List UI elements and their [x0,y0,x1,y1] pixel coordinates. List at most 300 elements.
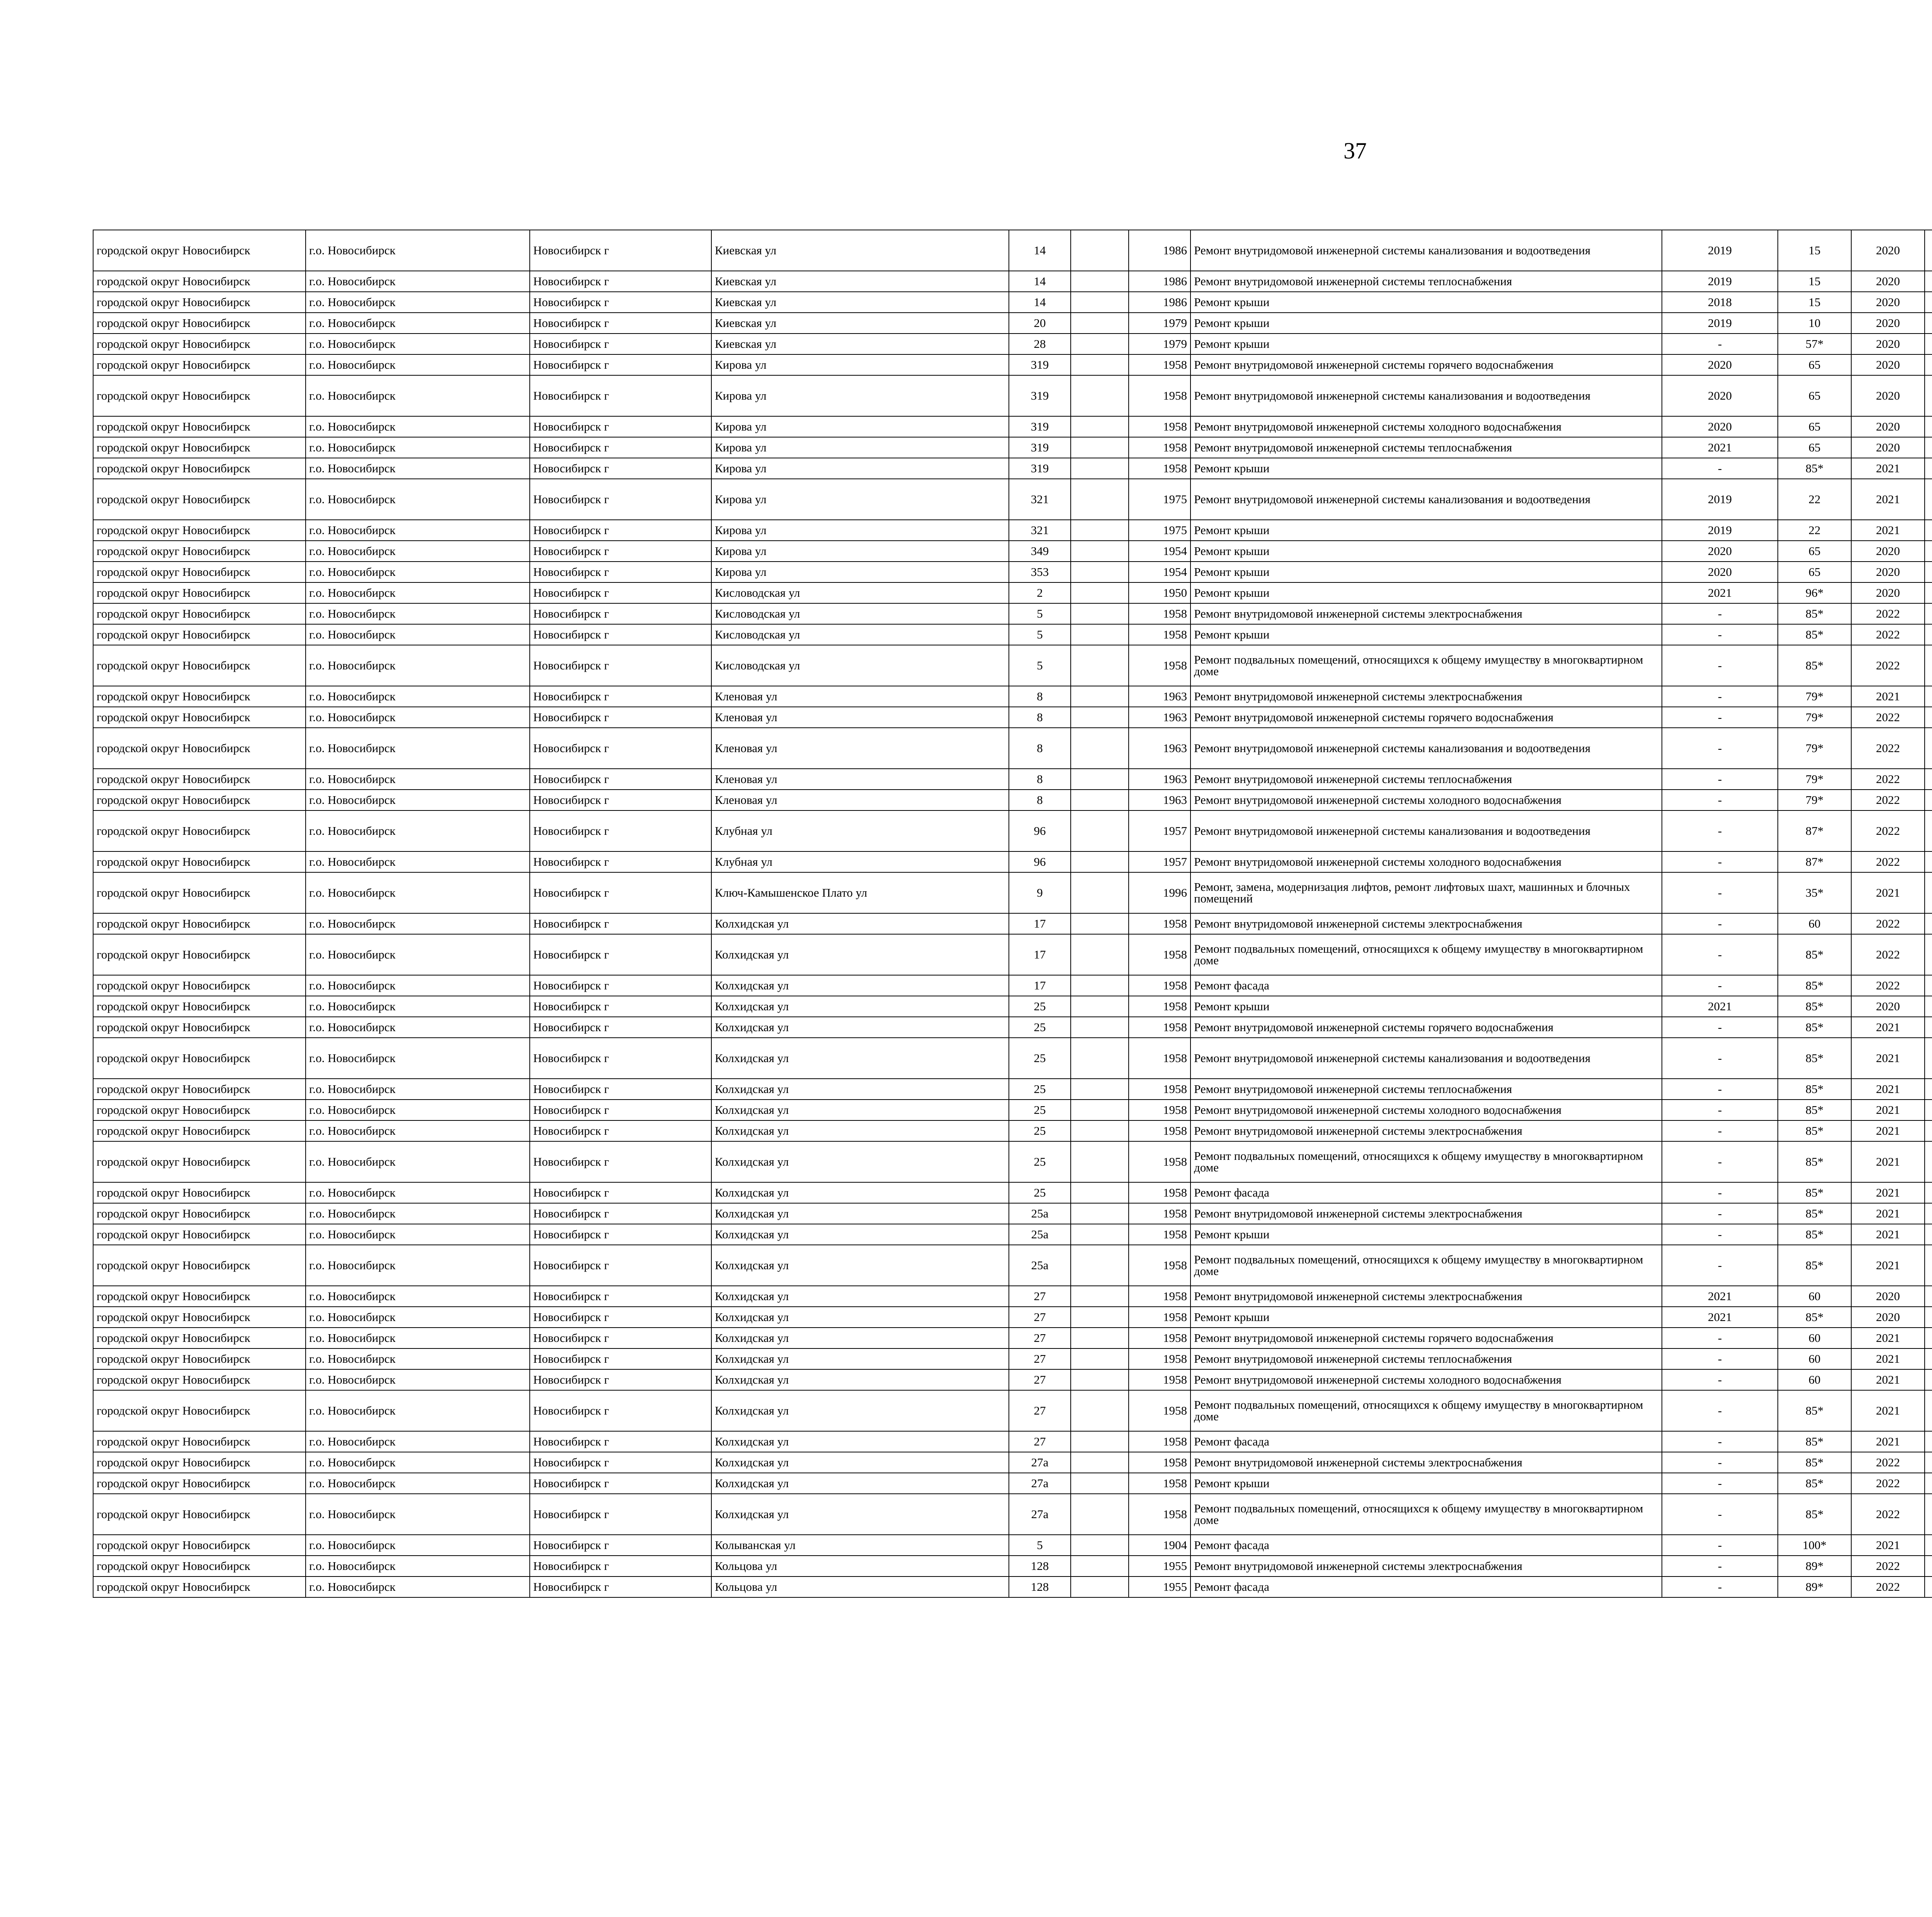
cell-work-type: Ремонт внутридомовой инженерной системы горячего водоснабжения [1190,354,1662,375]
cell-end-year [1925,728,1932,769]
cell-end-year [1925,479,1932,520]
cell-wear-percent: 15 [1778,271,1851,292]
cell-street: Колхидская ул [711,1348,1009,1369]
cell-house-number: 8 [1009,707,1071,728]
cell-planned-year: - [1662,810,1778,851]
cell-work-type: Ремонт внутридомовой инженерной системы теплоснабжения [1190,271,1662,292]
table-row [93,582,1932,603]
page-number: 37 [1344,138,1367,163]
cell-district: г.о. Новосибирск [306,996,530,1017]
cell-house-number: 14 [1009,292,1071,313]
cell-building [1071,975,1129,996]
cell-building [1071,375,1129,416]
cell-start-year: 2020 [1851,1286,1925,1307]
cell-work-type: Ремонт крыши [1190,624,1662,645]
cell-work-type: Ремонт фасада [1190,1182,1662,1203]
cell-work-type: Ремонт внутридомовой инженерной системы горячего водоснабжения [1190,1328,1662,1348]
table-row [93,934,1932,975]
cell-build-year: 1958 [1129,1079,1190,1100]
cell-planned-year: 2019 [1662,479,1778,520]
cell-settlement: Новосибирск г [530,996,711,1017]
cell-planned-year: - [1662,1577,1778,1597]
table-row [93,541,1932,562]
cell-district: г.о. Новосибирск [306,541,530,562]
cell-end-year [1925,1038,1932,1079]
cell-start-year: 2020 [1851,996,1925,1017]
cell-end-year [1925,1286,1932,1307]
cell-start-year: 2021 [1851,1182,1925,1203]
cell-planned-year: - [1662,1494,1778,1535]
cell-district: г.о. Новосибирск [306,1369,530,1390]
cell-planned-year: - [1662,1473,1778,1494]
cell-wear-percent: 85* [1778,645,1851,686]
cell-district: г.о. Новосибирск [306,271,530,292]
cell-start-year: 2022 [1851,769,1925,790]
table-row [93,230,1932,271]
cell-street: Кольцова ул [711,1556,1009,1577]
table-row [93,1369,1932,1390]
cell-end-year [1925,1224,1932,1245]
cell-district: г.о. Новосибирск [306,1182,530,1203]
cell-municipality: городской округ Новосибирск [93,1348,306,1369]
cell-house-number: 27 [1009,1390,1071,1431]
cell-planned-year: - [1662,934,1778,975]
cell-end-year [1925,1182,1932,1203]
cell-street: Колхидская ул [711,1431,1009,1452]
cell-building [1071,1577,1129,1597]
cell-municipality: городской округ Новосибирск [93,1182,306,1203]
cell-building [1071,1100,1129,1120]
table-row [93,1473,1932,1494]
cell-building [1071,1203,1129,1224]
cell-work-type: Ремонт внутридомовой инженерной системы электроснабжения [1190,603,1662,624]
cell-house-number: 128 [1009,1577,1071,1597]
cell-wear-percent: 85* [1778,1307,1851,1328]
cell-building [1071,1473,1129,1494]
cell-district: г.о. Новосибирск [306,728,530,769]
cell-work-type: Ремонт внутридомовой инженерной системы электроснабжения [1190,1286,1662,1307]
table-row [93,271,1932,292]
cell-planned-year: 2019 [1662,520,1778,541]
cell-building [1071,1245,1129,1286]
table-row [93,707,1932,728]
cell-wear-percent: 85* [1778,975,1851,996]
cell-building [1071,1286,1129,1307]
cell-municipality: городской округ Новосибирск [93,375,306,416]
cell-planned-year: - [1662,1431,1778,1452]
cell-municipality: городской округ Новосибирск [93,1141,306,1182]
cell-settlement: Новосибирск г [530,913,711,934]
cell-wear-percent: 79* [1778,769,1851,790]
cell-work-type: Ремонт внутридомовой инженерной системы горячего водоснабжения [1190,1017,1662,1038]
cell-building [1071,1224,1129,1245]
table-row [93,1245,1932,1286]
cell-municipality: городской округ Новосибирск [93,1369,306,1390]
cell-work-type: Ремонт внутридомовой инженерной системы канализования и водоотведения [1190,375,1662,416]
cell-work-type: Ремонт крыши [1190,582,1662,603]
cell-settlement: Новосибирск г [530,810,711,851]
cell-street: Кисловодская ул [711,645,1009,686]
cell-district: г.о. Новосибирск [306,1203,530,1224]
cell-start-year: 2021 [1851,1535,1925,1556]
table-row [93,313,1932,334]
cell-wear-percent: 57* [1778,334,1851,354]
cell-street: Колхидская ул [711,1328,1009,1348]
cell-building [1071,1182,1129,1203]
cell-start-year: 2022 [1851,790,1925,810]
cell-wear-percent: 65 [1778,375,1851,416]
cell-street: Киевская ул [711,271,1009,292]
table-row [93,416,1932,437]
cell-build-year: 1958 [1129,603,1190,624]
cell-settlement: Новосибирск г [530,1286,711,1307]
cell-work-type: Ремонт внутридомовой инженерной системы холодного водоснабжения [1190,790,1662,810]
cell-district: г.о. Новосибирск [306,479,530,520]
cell-house-number: 28 [1009,334,1071,354]
cell-build-year: 1986 [1129,271,1190,292]
cell-wear-percent: 35* [1778,872,1851,913]
cell-settlement: Новосибирск г [530,582,711,603]
cell-planned-year: - [1662,872,1778,913]
cell-build-year: 1957 [1129,810,1190,851]
cell-work-type: Ремонт подвальных помещений, относящихся к общему имуществу в многоквартирном доме [1190,1390,1662,1431]
cell-end-year [1925,437,1932,458]
cell-settlement: Новосибирск г [530,230,711,271]
cell-settlement: Новосибирск г [530,1369,711,1390]
cell-district: г.о. Новосибирск [306,707,530,728]
cell-end-year [1925,1120,1932,1141]
cell-start-year: 2022 [1851,1473,1925,1494]
cell-street: Ключ-Камышенское Плато ул [711,872,1009,913]
cell-start-year: 2021 [1851,1141,1925,1182]
cell-wear-percent: 87* [1778,810,1851,851]
cell-build-year: 1958 [1129,1120,1190,1141]
cell-start-year: 2022 [1851,1452,1925,1473]
cell-planned-year: - [1662,645,1778,686]
cell-house-number: 319 [1009,354,1071,375]
cell-house-number: 14 [1009,230,1071,271]
cell-house-number: 17 [1009,975,1071,996]
table-row [93,375,1932,416]
cell-building [1071,872,1129,913]
cell-work-type: Ремонт крыши [1190,292,1662,313]
cell-district: г.о. Новосибирск [306,1100,530,1120]
cell-build-year: 1950 [1129,582,1190,603]
cell-wear-percent: 85* [1778,1141,1851,1182]
cell-house-number: 5 [1009,1535,1071,1556]
cell-planned-year: - [1662,913,1778,934]
cell-house-number: 5 [1009,603,1071,624]
cell-wear-percent: 85* [1778,1203,1851,1224]
cell-house-number: 319 [1009,458,1071,479]
cell-street: Колхидская ул [711,1245,1009,1286]
cell-work-type: Ремонт фасада [1190,1535,1662,1556]
table-row [93,437,1932,458]
cell-end-year [1925,934,1932,975]
cell-planned-year: - [1662,1120,1778,1141]
cell-end-year [1925,1141,1932,1182]
cell-municipality: городской округ Новосибирск [93,334,306,354]
cell-wear-percent: 79* [1778,686,1851,707]
cell-end-year [1925,624,1932,645]
cell-building [1071,1369,1129,1390]
cell-end-year [1925,769,1932,790]
cell-building [1071,1390,1129,1431]
cell-municipality: городской округ Новосибирск [93,1328,306,1348]
cell-municipality: городской округ Новосибирск [93,271,306,292]
cell-build-year: 1958 [1129,1182,1190,1203]
cell-district: г.о. Новосибирск [306,1120,530,1141]
cell-work-type: Ремонт подвальных помещений, относящихся к общему имуществу в многоквартирном доме [1190,1494,1662,1535]
cell-municipality: городской округ Новосибирск [93,1577,306,1597]
cell-settlement: Новосибирск г [530,728,711,769]
cell-house-number: 5 [1009,624,1071,645]
cell-planned-year: - [1662,1535,1778,1556]
cell-work-type: Ремонт внутридомовой инженерной системы канализования и водоотведения [1190,728,1662,769]
cell-district: г.о. Новосибирск [306,1328,530,1348]
cell-wear-percent: 85* [1778,1017,1851,1038]
cell-planned-year: 2018 [1662,292,1778,313]
cell-wear-percent: 60 [1778,1369,1851,1390]
cell-start-year: 2021 [1851,1017,1925,1038]
cell-building [1071,810,1129,851]
cell-street: Кирова ул [711,458,1009,479]
table-row [93,1182,1932,1203]
table-row [93,1079,1932,1100]
cell-planned-year: 2020 [1662,541,1778,562]
cell-street: Клубная ул [711,810,1009,851]
cell-building [1071,1431,1129,1452]
cell-district: г.о. Новосибирск [306,851,530,872]
cell-work-type: Ремонт внутридомовой инженерной системы горячего водоснабжения [1190,707,1662,728]
cell-work-type: Ремонт крыши [1190,313,1662,334]
cell-work-type: Ремонт крыши [1190,996,1662,1017]
cell-end-year [1925,996,1932,1017]
cell-wear-percent: 60 [1778,1348,1851,1369]
cell-work-type: Ремонт подвальных помещений, относящихся к общему имуществу в многоквартирном доме [1190,1141,1662,1182]
cell-planned-year: - [1662,1369,1778,1390]
cell-district: г.о. Новосибирск [306,1452,530,1473]
cell-work-type: Ремонт внутридомовой инженерной системы теплоснабжения [1190,1348,1662,1369]
cell-building [1071,1017,1129,1038]
cell-planned-year: - [1662,1079,1778,1100]
cell-building [1071,271,1129,292]
table-row [93,645,1932,686]
cell-build-year: 1958 [1129,1473,1190,1494]
cell-building [1071,1079,1129,1100]
cell-street: Колхидская ул [711,1452,1009,1473]
cell-building [1071,1556,1129,1577]
cell-work-type: Ремонт крыши [1190,520,1662,541]
cell-planned-year: - [1662,334,1778,354]
cell-wear-percent: 22 [1778,520,1851,541]
cell-wear-percent: 65 [1778,354,1851,375]
cell-building [1071,458,1129,479]
cell-street: Колхидская ул [711,1038,1009,1079]
cell-work-type: Ремонт внутридомовой инженерной системы электроснабжения [1190,1203,1662,1224]
cell-start-year: 2022 [1851,934,1925,975]
cell-build-year: 1975 [1129,520,1190,541]
cell-district: г.о. Новосибирск [306,1141,530,1182]
cell-district: г.о. Новосибирск [306,1494,530,1535]
cell-end-year [1925,1556,1932,1577]
table-row [93,1535,1932,1556]
cell-settlement: Новосибирск г [530,603,711,624]
cell-work-type: Ремонт, замена, модернизация лифтов, ремонт лифтовых шахт, машинных и блочных помещений [1190,872,1662,913]
cell-start-year: 2020 [1851,230,1925,271]
cell-district: г.о. Новосибирск [306,458,530,479]
cell-municipality: городской округ Новосибирск [93,1203,306,1224]
table-row [93,562,1932,582]
cell-build-year: 1958 [1129,354,1190,375]
cell-wear-percent: 85* [1778,1182,1851,1203]
cell-work-type: Ремонт фасада [1190,1431,1662,1452]
cell-build-year: 1958 [1129,975,1190,996]
cell-settlement: Новосибирск г [530,934,711,975]
cell-planned-year: - [1662,707,1778,728]
register-body [93,230,1932,1597]
table-row [93,1577,1932,1597]
cell-building [1071,334,1129,354]
cell-house-number: 27 [1009,1286,1071,1307]
cell-settlement: Новосибирск г [530,458,711,479]
cell-work-type: Ремонт внутридомовой инженерной системы электроснабжения [1190,1452,1662,1473]
table-row [93,479,1932,520]
cell-settlement: Новосибирск г [530,1307,711,1328]
table-row [93,624,1932,645]
cell-planned-year: 2020 [1662,354,1778,375]
cell-district: г.о. Новосибирск [306,520,530,541]
cell-build-year: 1963 [1129,686,1190,707]
cell-district: г.о. Новосибирск [306,334,530,354]
cell-settlement: Новосибирск г [530,686,711,707]
cell-municipality: городской округ Новосибирск [93,1017,306,1038]
cell-start-year: 2021 [1851,1120,1925,1141]
cell-building [1071,562,1129,582]
cell-street: Кирова ул [711,541,1009,562]
cell-settlement: Новосибирск г [530,1328,711,1348]
cell-work-type: Ремонт крыши [1190,1307,1662,1328]
table-row [93,1556,1932,1577]
cell-district: г.о. Новосибирск [306,624,530,645]
cell-settlement: Новосибирск г [530,1038,711,1079]
cell-street: Киевская ул [711,230,1009,271]
cell-district: г.о. Новосибирск [306,1245,530,1286]
cell-wear-percent: 87* [1778,851,1851,872]
cell-building [1071,624,1129,645]
cell-wear-percent: 79* [1778,707,1851,728]
cell-build-year: 1958 [1129,1328,1190,1348]
cell-wear-percent: 65 [1778,541,1851,562]
cell-house-number: 25 [1009,1182,1071,1203]
cell-planned-year: 2019 [1662,313,1778,334]
cell-settlement: Новосибирск г [530,354,711,375]
cell-start-year: 2020 [1851,313,1925,334]
cell-building [1071,1494,1129,1535]
cell-build-year: 1958 [1129,437,1190,458]
table-row [93,1120,1932,1141]
cell-municipality: городской округ Новосибирск [93,975,306,996]
cell-planned-year: - [1662,1328,1778,1348]
cell-settlement: Новосибирск г [530,541,711,562]
cell-planned-year: - [1662,1245,1778,1286]
cell-house-number: 25 [1009,1017,1071,1038]
cell-house-number: 8 [1009,686,1071,707]
cell-build-year: 1963 [1129,769,1190,790]
cell-build-year: 1955 [1129,1577,1190,1597]
cell-start-year: 2021 [1851,1390,1925,1431]
cell-settlement: Новосибирск г [530,645,711,686]
cell-settlement: Новосибирск г [530,1120,711,1141]
cell-municipality: городской округ Новосибирск [93,1100,306,1120]
cell-start-year: 2020 [1851,292,1925,313]
cell-settlement: Новосибирск г [530,1473,711,1494]
cell-build-year: 1958 [1129,1245,1190,1286]
cell-wear-percent: 85* [1778,458,1851,479]
cell-house-number: 8 [1009,728,1071,769]
cell-start-year: 2021 [1851,872,1925,913]
cell-district: г.о. Новосибирск [306,1390,530,1431]
cell-district: г.о. Новосибирск [306,810,530,851]
cell-house-number: 25 [1009,1120,1071,1141]
cell-house-number: 319 [1009,375,1071,416]
cell-settlement: Новосибирск г [530,313,711,334]
cell-district: г.о. Новосибирск [306,1307,530,1328]
cell-municipality: городской округ Новосибирск [93,1431,306,1452]
cell-street: Колхидская ул [711,1224,1009,1245]
cell-start-year: 2020 [1851,375,1925,416]
cell-street: Колхидская ул [711,1369,1009,1390]
cell-district: г.о. Новосибирск [306,354,530,375]
cell-house-number: 25а [1009,1224,1071,1245]
cell-street: Кленовая ул [711,686,1009,707]
cell-settlement: Новосибирск г [530,790,711,810]
cell-planned-year: - [1662,603,1778,624]
cell-work-type: Ремонт внутридомовой инженерной системы холодного водоснабжения [1190,416,1662,437]
cell-start-year: 2020 [1851,541,1925,562]
cell-building [1071,416,1129,437]
cell-street: Колхидская ул [711,1390,1009,1431]
cell-start-year: 2020 [1851,354,1925,375]
cell-build-year: 1958 [1129,996,1190,1017]
cell-street: Киевская ул [711,292,1009,313]
cell-start-year: 2022 [1851,1577,1925,1597]
cell-house-number: 27 [1009,1328,1071,1348]
cell-wear-percent: 60 [1778,1328,1851,1348]
cell-end-year [1925,292,1932,313]
cell-work-type: Ремонт внутридомовой инженерной системы канализования и водоотведения [1190,1038,1662,1079]
cell-planned-year: - [1662,1390,1778,1431]
cell-build-year: 1958 [1129,1369,1190,1390]
cell-work-type: Ремонт внутридомовой инженерной системы электроснабжения [1190,686,1662,707]
cell-municipality: городской округ Новосибирск [93,872,306,913]
cell-building [1071,520,1129,541]
cell-building [1071,354,1129,375]
cell-build-year: 1979 [1129,334,1190,354]
cell-street: Колхидская ул [711,1100,1009,1120]
cell-end-year [1925,1100,1932,1120]
cell-municipality: городской округ Новосибирск [93,1494,306,1535]
table-row [93,354,1932,375]
cell-house-number: 96 [1009,810,1071,851]
cell-wear-percent: 79* [1778,728,1851,769]
cell-end-year [1925,562,1932,582]
cell-end-year [1925,1369,1932,1390]
cell-planned-year: - [1662,769,1778,790]
cell-work-type: Ремонт внутридомовой инженерной системы теплоснабжения [1190,437,1662,458]
cell-end-year [1925,541,1932,562]
cell-municipality: городской округ Новосибирск [93,541,306,562]
